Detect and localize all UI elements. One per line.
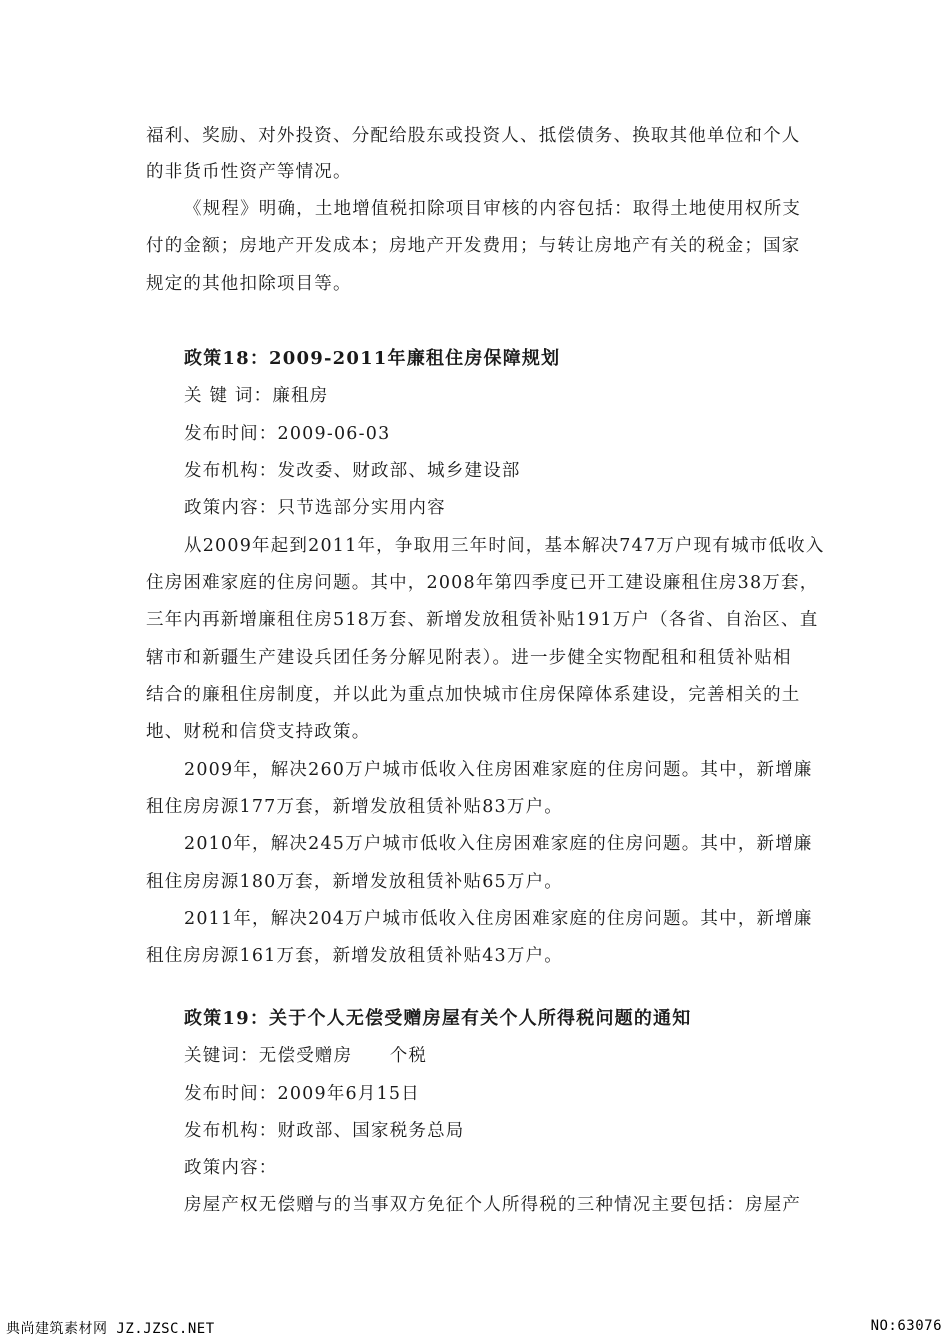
policy-18-content-label: 政策内容：只节选部分实用内容 (184, 498, 446, 518)
footer-number: NO:63076 (870, 1318, 942, 1334)
text-line: 地、财税和信贷支持政策。 (146, 722, 371, 742)
policy-19-title: 政策19：关于个人无偿受赠房屋有关个人所得税问题的通知 (184, 1008, 692, 1029)
text-line: 从2009年起到2011年，争取用三年时间，基本解决747万户现有城市低收入 (184, 536, 825, 556)
text-line: 2010年，解决245万户城市低收入住房困难家庭的住房问题。其中，新增廉 (184, 834, 813, 854)
text-line: 租住房房源177万套，新增发放租赁补贴83万户。 (146, 797, 563, 817)
text-line: 规定的其他扣除项目等。 (146, 274, 352, 294)
text-line: 《规程》明确，土地增值税扣除项目审核的内容包括：取得土地使用权所支 (184, 199, 802, 219)
footer-site-label: 典尚建筑素材网 JZ.JZSC.NET (6, 1321, 215, 1337)
policy-19-date: 发布时间：2009年6月15日 (184, 1084, 420, 1104)
text-line: 住房困难家庭的住房问题。其中，2008年第四季度已开工建设廉租住房38万套， (146, 573, 819, 593)
text-line: 辖市和新疆生产建设兵团任务分解见附表）。进一步健全实物配租和租赁补贴相 (146, 648, 792, 668)
text-line: 的非货币性资产等情况。 (146, 162, 352, 182)
policy-19-keywords: 关键词：无偿受赠房 个税 (184, 1046, 428, 1066)
text-line: 2009年，解决260万户城市低收入住房困难家庭的住房问题。其中，新增廉 (184, 760, 813, 780)
text-line: 三年内再新增廉租住房518万套、新增发放租赁补贴191万户（各省、自治区、直 (146, 610, 819, 630)
policy-18-issuer: 发布机构：发改委、财政部、城乡建设部 (184, 461, 521, 481)
policy-18-date: 发布时间：2009-06-03 (184, 424, 391, 444)
text-line: 房屋产权无偿赠与的当事双方免征个人所得税的三种情况主要包括：房屋产 (184, 1195, 802, 1215)
policy-18-title: 政策18：2009-2011年廉租住房保障规划 (184, 348, 561, 369)
policy-18-keywords: 关 键 词：廉租房 (184, 386, 329, 406)
text-line: 租住房房源161万套，新增发放租赁补贴43万户。 (146, 946, 563, 966)
policy-19-issuer: 发布机构：财政部、国家税务总局 (184, 1121, 465, 1141)
text-line: 2011年，解决204万户城市低收入住房困难家庭的住房问题。其中，新增廉 (184, 909, 813, 929)
text-line: 结合的廉租住房制度，并以此为重点加快城市住房保障体系建设，完善相关的土 (146, 685, 801, 705)
text-line: 福利、奖励、对外投资、分配给股东或投资人、抵偿债务、换取其他单位和个人 (146, 126, 801, 146)
text-line: 租住房房源180万套，新增发放租赁补贴65万户。 (146, 872, 563, 892)
text-line: 付的金额；房地产开发成本；房地产开发费用；与转让房地产有关的税金；国家 (146, 236, 801, 256)
policy-19-content-label: 政策内容： (184, 1158, 278, 1178)
